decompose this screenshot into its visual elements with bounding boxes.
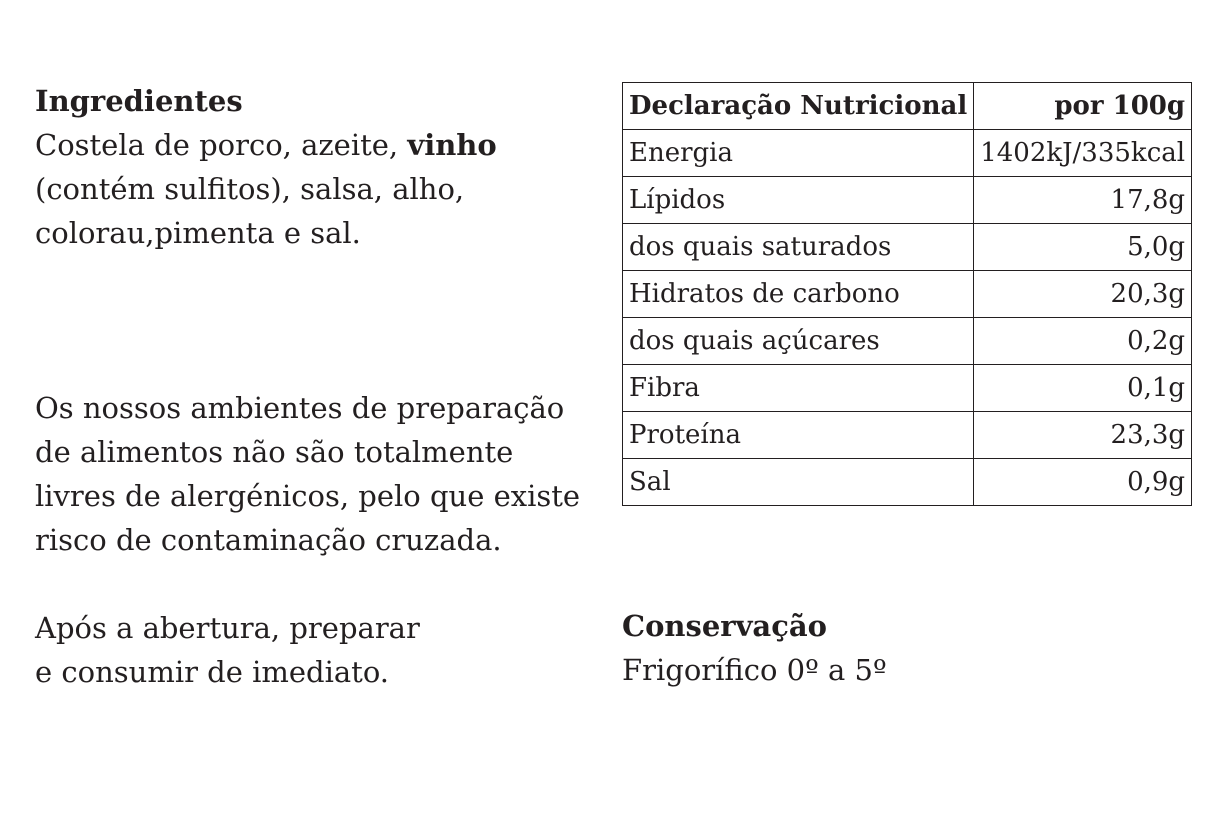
table-row (623, 271, 1192, 318)
nutrient-label: dos quais saturados (623, 224, 974, 271)
nutrient-label: Energia (623, 130, 974, 177)
nutrition-header-value: por 100g (974, 83, 1192, 130)
table-row (623, 318, 1192, 365)
table-row (623, 130, 1192, 177)
nutrient-value: 0,1g (974, 365, 1192, 412)
nutrition-table (622, 82, 1192, 506)
allergen-note-line: Os nossos ambientes de preparação (35, 391, 565, 425)
nutrient-label: dos quais açúcares (623, 318, 974, 365)
opening-note (35, 606, 595, 694)
table-row (623, 224, 1192, 271)
allergen-note-line: livres de alergénicos, pelo que existe (35, 479, 581, 513)
nutrient-label: Hidratos de carbono (623, 271, 974, 318)
nutrition-header-label: Declaração Nutricional (623, 83, 974, 130)
opening-note-line: Após a abertura, preparar (35, 611, 420, 645)
ingredients-allergen-wine: vinho (407, 128, 497, 162)
table-row (623, 412, 1192, 459)
conservation-text: Frigorífico 0º a 5º (622, 653, 887, 687)
nutrition-header-row (623, 83, 1192, 130)
ingredients-text-1: Costela de porco, azeite, (35, 128, 408, 162)
nutrient-label: Lípidos (623, 177, 974, 224)
allergen-note-line: risco de contaminação cruzada. (35, 523, 502, 557)
nutrient-value: 17,8g (974, 177, 1192, 224)
nutrient-value: 0,9g (974, 459, 1192, 506)
nutrient-label: Sal (623, 459, 974, 506)
nutrient-label: Proteína (623, 412, 974, 459)
ingredients-section (35, 79, 595, 255)
ingredients-line-3: colorau,pimenta e sal. (35, 216, 361, 250)
conservation-heading: Conservação (622, 609, 827, 643)
ingredients-line-2: (contém sulfitos), salsa, alho, (35, 172, 465, 206)
allergen-note (35, 386, 605, 562)
nutrient-value: 1402kJ/335kcal (974, 130, 1192, 177)
nutrient-value: 23,3g (974, 412, 1192, 459)
ingredients-line-1 (35, 123, 595, 167)
ingredients-heading: Ingredientes (35, 84, 243, 118)
opening-note-line: e consumir de imediato. (35, 655, 390, 689)
table-row (623, 459, 1192, 506)
nutrient-value: 0,2g (974, 318, 1192, 365)
table-row (623, 177, 1192, 224)
nutrient-value: 5,0g (974, 224, 1192, 271)
nutrient-value: 20,3g (974, 271, 1192, 318)
allergen-note-line: de alimentos não são totalmente (35, 435, 514, 469)
table-row (623, 365, 1192, 412)
nutrient-label: Fibra (623, 365, 974, 412)
conservation-section (622, 604, 1182, 692)
